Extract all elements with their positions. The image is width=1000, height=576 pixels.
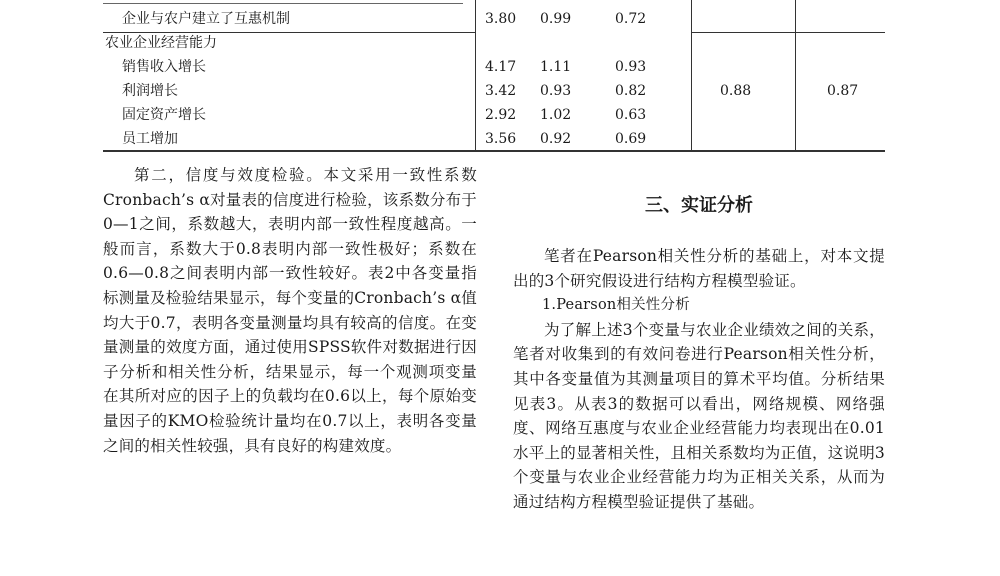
row-label: 员工增加	[122, 131, 178, 147]
mean-value: 2.92	[485, 107, 517, 123]
table-row	[103, 31, 691, 55]
sd-value: 1.11	[540, 59, 572, 75]
mean-value: 4.17	[485, 59, 517, 75]
mean-value: 3.42	[485, 83, 517, 99]
left-column	[103, 163, 477, 458]
reliability-validity-paragraph: 第二，信度与效度检验。本文采用一致性系数Cronbach’s α对量表的信度进行检验，该系数分布于0—1之间，系数越大，表明内部一致性程度越高。一般而言，系数大于0.8表明内部一致性极好；系数在0.6—0.8之间表明内部一致性较好。表2中各变量指标测量及检验结果显示，每个变量的Cronbach’s α值均大于0.7，表明各变量测量均具有较高的信度。在变量测量的效度方面，通过使用SPSS软件对数据进行因子分析和相关性分析，结果显示，每一个观测项变量在其所对应的因子上的负载均在0.6以上，每个原始变量因子的KMO检验统计量均在0.7以上，表明各变量之间的相关性较强，具有良好的构建效度。	[103, 166, 477, 455]
sd-value: 0.99	[540, 11, 572, 27]
group-label: 农业企业经营能力	[105, 35, 217, 51]
row-label: 企业与农户建立了互惠机制	[122, 11, 290, 27]
subsection-heading: 1.Pearson相关性分析	[542, 297, 690, 314]
sd-value: 0.92	[540, 131, 572, 147]
group-divider	[691, 32, 885, 33]
right-column	[513, 244, 885, 515]
sd-value: 0.93	[540, 83, 572, 99]
table-row	[103, 103, 691, 127]
mean-value: 3.80	[485, 11, 517, 27]
loading-value: 0.69	[615, 131, 647, 147]
group-alpha: 0.88	[720, 83, 752, 99]
loading-value: 0.93	[615, 59, 647, 75]
table-row	[103, 7, 691, 31]
loading-value: 0.72	[615, 11, 647, 27]
cut-off-top-row	[103, 0, 463, 4]
mean-value: 3.56	[485, 131, 517, 147]
row-label: 固定资产增长	[122, 107, 206, 123]
table-row	[103, 55, 691, 79]
group-kmo: 0.87	[827, 83, 859, 99]
loading-value: 0.82	[615, 83, 647, 99]
table-row	[103, 127, 691, 151]
sd-value: 1.02	[540, 107, 572, 123]
column-divider	[795, 0, 796, 152]
column-divider	[691, 0, 692, 152]
row-label: 销售收入增长	[122, 59, 206, 75]
pearson-paragraph: 为了解上述3个变量与农业企业绩效之间的关系，笔者对收集到的有效问卷进行Pearson相关性分析，其中各变量值为其测量项目的算术平均值。分析结果见表3。从表3的数据可以看出，网络规模、网络强度、网络互惠度与农业企业经营能力均表现出在0.01水平上的显著相关性，且相关系数均为正值，这说明3个变量与农业企业经营能力均为正相关关系，从而为通过结构方程模型验证提供了基础。	[513, 320, 885, 511]
row-label: 利润增长	[122, 83, 178, 99]
section-title: 三、实证分析	[645, 195, 753, 216]
data-table	[103, 0, 885, 152]
loading-value: 0.63	[615, 107, 647, 123]
table-row	[103, 79, 691, 103]
intro-paragraph: 笔者在Pearson相关性分析的基础上，对本文提出的3个研究假设进行结构方程模型验证。	[513, 247, 885, 290]
